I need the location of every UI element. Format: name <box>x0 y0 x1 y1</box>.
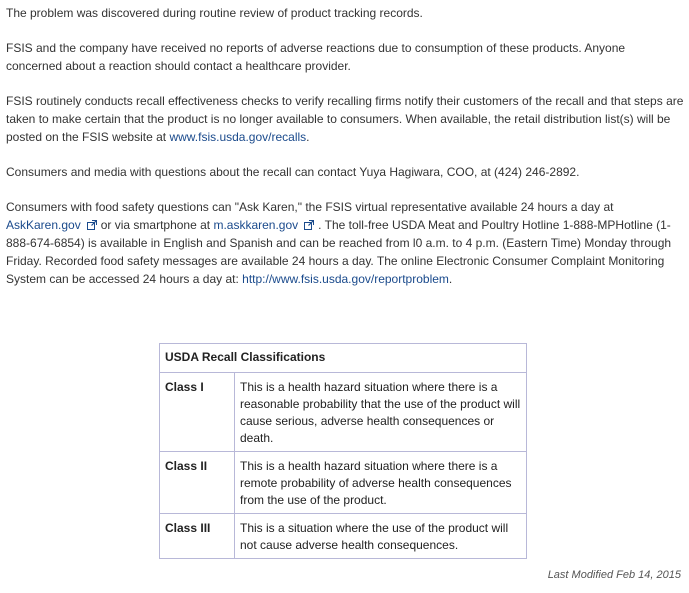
recall-classifications-table <box>159 343 527 559</box>
paragraph-ask-karen <box>6 198 684 288</box>
m-askkaren-link[interactable]: m.askkaren.gov <box>213 218 299 232</box>
paragraph-discovery: The problem was discovered during routine review of product tracking records. <box>6 6 423 20</box>
ask-karen-text-2: or via smartphone at <box>100 218 214 232</box>
effectiveness-end: . <box>306 130 310 144</box>
external-link-icon[interactable] <box>304 220 314 230</box>
class-description: This is a situation where the use of the product will not cause adverse health consequences. <box>235 514 527 559</box>
recall-classifications-table-wrap <box>159 343 527 559</box>
effectiveness-text: FSIS routinely conducts recall effectiveness checks to verify recalling firms notify their customers of the recall and that steps are taken to make certain that the product is no longer available to consumers. When available, the retail distribution list(s) will be posted on the FSIS website at <box>6 94 684 144</box>
ask-karen-text-1: Consumers with food safety questions can "Ask Karen," the FSIS virtual representative available 24 hours a day at <box>6 200 614 214</box>
table-header-row <box>160 344 527 373</box>
table-row <box>160 514 527 559</box>
table-row <box>160 452 527 514</box>
ask-karen-end: . <box>448 272 453 286</box>
askkaren-link[interactable]: AskKaren.gov <box>6 218 81 232</box>
recalls-link[interactable]: www.fsis.usda.gov/recalls <box>169 130 307 144</box>
table-title: USDA Recall Classifications <box>160 344 527 373</box>
class-name: Class II <box>160 452 235 514</box>
last-modified-date: Last Modified Feb 14, 2015 <box>547 569 681 581</box>
class-description: This is a health hazard situation where there is a remote probability of adverse health consequences from the use of the product. <box>235 452 527 514</box>
paragraph-effectiveness-checks <box>6 92 684 146</box>
table-row <box>160 373 527 452</box>
article-body <box>6 4 684 305</box>
ask-karen-text-3: . The toll-free USDA Meat and Poultry Hotline 1-888-MPHotline (1-888-674-6854) is available in English and Spanish and can be reached from l0 a.m. to 4 p.m. (Eastern Time) Monday through Friday. Recorded food safety messages are available 24 hours a day. The online Electronic Consumer Complaint Monitoring System can be accessed 24 hours a day at: <box>6 218 672 286</box>
external-link-icon[interactable] <box>87 220 97 230</box>
paragraph-contact: Consumers and media with questions about the recall can contact Yuya Hagiwara, COO, at (424) 246-2892. <box>6 165 580 179</box>
paragraph-no-reports: FSIS and the company have received no reports of adverse reactions due to consumption of these products. Anyone concerned about a reaction should contact a healthcare provider. <box>6 41 626 73</box>
class-name: Class I <box>160 373 235 452</box>
report-problem-link[interactable]: http://www.fsis.usda.gov/reportproblem <box>242 272 449 286</box>
class-description: This is a health hazard situation where there is a reasonable probability that the use of the product will cause serious, adverse health consequences or death. <box>235 373 527 452</box>
class-name: Class III <box>160 514 235 559</box>
